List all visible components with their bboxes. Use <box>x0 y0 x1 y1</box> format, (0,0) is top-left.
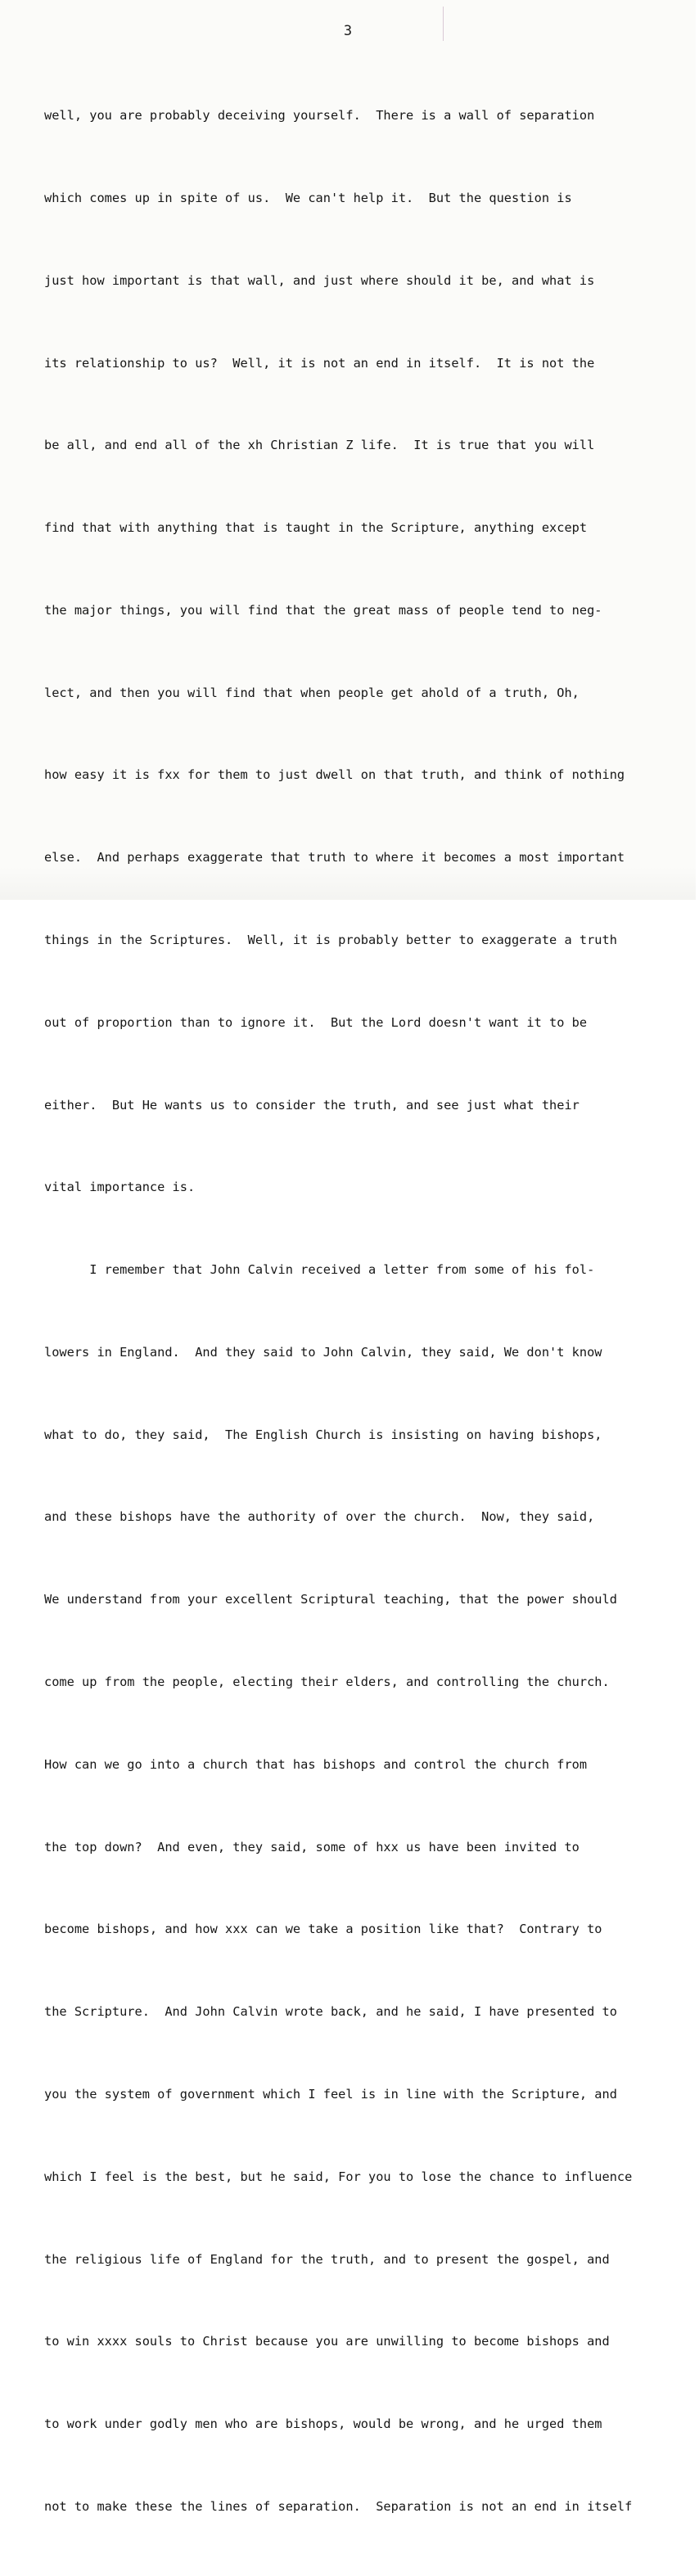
text-line-4: its relationship to us? Well, it is not an end in itself. It is not the <box>44 355 595 371</box>
text-line-11: things in the Scriptures. Well, it is probably better to exaggerate a truth <box>44 933 617 947</box>
text-line-10: else. And perhaps exaggerate that truth to where it becomes a most important <box>44 850 625 865</box>
text-line-16: lowers in England. And they said to John Calvin, they said, We don't know <box>44 1344 602 1360</box>
text-line-30: not to make these the lines of separation. Separation is not an end in itself <box>44 2498 633 2514</box>
typed-text-block <box>44 47 699 2576</box>
text-line-28: to win xxxx souls to Christ because you are unwilling to become bishops and <box>44 2334 610 2349</box>
text-line-15: I remember that John Calvin received a letter from some of his fol- <box>44 1262 595 1278</box>
text-line-25: you the system of government which I feel is in line with the Scripture, and <box>44 2086 617 2102</box>
text-line-6: find that with anything that is taught in the Scripture, anything except <box>44 520 588 536</box>
text-line-29: to work under godly men who are bishops, would be wrong, and he urged them <box>44 2416 602 2432</box>
text-line-20: come up from the people, electing their elders, and controlling the church. <box>44 1675 610 1690</box>
page-number: 3 <box>343 23 353 39</box>
text-line-9: how easy it is fxx for them to just dwell on that truth, and think of nothing <box>44 767 625 783</box>
page-bottom-shadow <box>0 867 696 900</box>
text-line-23: become bishops, and how xxx can we take a position like that? Contrary to <box>44 1922 602 1937</box>
text-line-26: which I feel is the best, but he said, For you to lose the chance to influence <box>44 2169 633 2184</box>
text-line-17: what to do, they said, The English Church is insisting on having bishops, <box>44 1427 602 1442</box>
text-line-24: the Scripture. And John Calvin wrote back, and he said, I have presented to <box>44 2004 617 2020</box>
text-line-19: We understand from your excellent Scriptural teaching, that the power should <box>44 1592 617 1607</box>
text-line-5: be all, and end all of the xh Christian Z life. It is true that you will <box>44 438 595 453</box>
text-line-7: the major things, you will find that the great mass of people tend to neg- <box>44 602 602 618</box>
text-line-2: which comes up in spite of us. We can't help it. But the question is <box>44 190 572 205</box>
text-line-13: either. But He wants us to consider the truth, and see just what their <box>44 1097 579 1113</box>
text-line-14: vital importance is. <box>44 1180 196 1195</box>
text-line-27: the religious life of England for the truth, and to present the gospel, and <box>44 2251 610 2267</box>
text-line-21: How can we go into a church that has bishops and control the church from <box>44 1756 588 1772</box>
text-line-1: well, you are probably deceiving yourself. There is a wall of separation <box>44 108 595 124</box>
text-line-18: and these bishops have the authority of over the church. Now, they said, <box>44 1509 595 1525</box>
text-line-8: lect, and then you will find that when people get ahold of a truth, Oh, <box>44 685 579 700</box>
text-line-22: the top down? And even, they said, some of hxx us have been invited to <box>44 1839 579 1854</box>
text-line-3: just how important is that wall, and just where should it be, and what is <box>44 272 595 288</box>
text-line-12: out of proportion than to ignore it. But the Lord doesn't want it to be <box>44 1014 588 1030</box>
